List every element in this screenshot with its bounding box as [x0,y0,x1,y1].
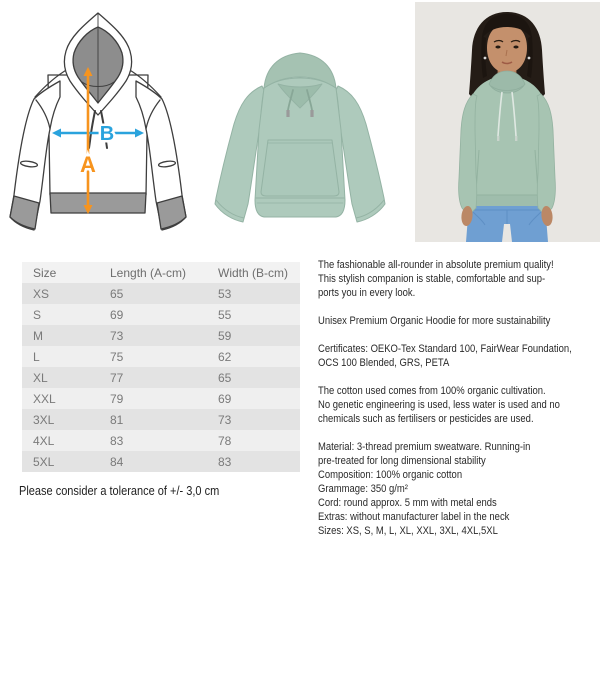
size-table-row [22,451,300,472]
size-table-cell: XS [33,286,50,301]
size-table-cell: 65 [110,286,124,301]
size-table-cell: 81 [110,412,124,427]
size-table-header-row [22,262,300,283]
model-hoodie [468,76,546,206]
size-table-cell: XL [33,370,48,385]
size-table-row [22,304,300,325]
description-paragraph: The fashionable all-rounder in absolute premium quality! This stylish companion is stable, comfortable and sup- ports you in every look. [318,259,554,299]
size-table-cell: 55 [218,307,232,322]
size-table-cell: 78 [218,433,232,448]
product-description [318,258,572,552]
size-table-cell: 5XL [33,454,55,469]
size-table-cell: 3XL [33,412,55,427]
product-flat-image [200,0,400,250]
size-table-row [22,430,300,451]
size-table-row [22,346,300,367]
size-table-cell: 75 [110,349,124,364]
size-table-cell: 83 [110,433,124,448]
size-table-cell: 62 [218,349,232,364]
column-header-width: Width (B-cm) [218,265,288,280]
size-table-row [22,325,300,346]
product-model-image [415,2,600,242]
description-paragraph: Material: 3-thread premium sweatware. Running-in pre-treated for long dimensional stability Composition: 100% organic cotton Grammage: 350 g/m² Cord: round approx. 5 mm with metal ends Extras: without manufacturer label in the neck Sizes: XS, S, M, L, XL, XXL, 3XL, 4XL,5XL [318,441,531,537]
size-table-cell: L [33,349,40,364]
size-table-row [22,409,300,430]
flat-hoodie-svg [200,0,400,250]
size-table-body [22,283,300,472]
size-table-row [22,388,300,409]
size-table-cell: S [33,307,42,322]
size-table-cell: XXL [33,391,56,406]
size-table [22,262,300,472]
measure-label-a: A [80,152,96,177]
hoodie-diagram-svg [8,3,188,243]
size-table-cell: 84 [110,454,124,469]
model-face [487,24,527,73]
diagram-hem [50,193,146,213]
model-photo-svg [415,2,600,242]
tolerance-note: Please consider a tolerance of +/- 3,0 cm [19,484,220,498]
column-header-size: Size [33,265,57,280]
size-table-cell: 73 [218,412,232,427]
description-paragraph: Certificates: OEKO-Tex Standard 100, FairWear Foundation, OCS 100 Blended, GRS, PETA [318,343,572,369]
size-table-cell: 53 [218,286,232,301]
size-table-cell: 69 [110,307,124,322]
size-table-cell: 83 [218,454,232,469]
description-paragraph: Unisex Premium Organic Hoodie for more sustainability [318,315,551,327]
size-table-cell: M [33,328,43,343]
size-table-cell: 69 [218,391,232,406]
size-table-cell: 79 [110,391,124,406]
size-table-cell: 73 [110,328,124,343]
product-images [0,0,600,250]
column-header-length: Length (A-cm) [110,265,187,280]
size-table-row [22,283,300,304]
size-diagram-image [8,3,188,243]
size-table-section [22,262,300,472]
size-table-cell: 4XL [33,433,55,448]
size-table-cell: 59 [218,328,232,343]
size-table-cell: 77 [110,370,124,385]
size-table-cell: 65 [218,370,232,385]
description-paragraph: The cotton used comes from 100% organic cultivation. No genetic engineering is used, less water is used and no chemicals such as fertilisers or pesticides are used. [318,385,560,425]
size-table-row [22,367,300,388]
measure-label-b: B [99,123,115,145]
